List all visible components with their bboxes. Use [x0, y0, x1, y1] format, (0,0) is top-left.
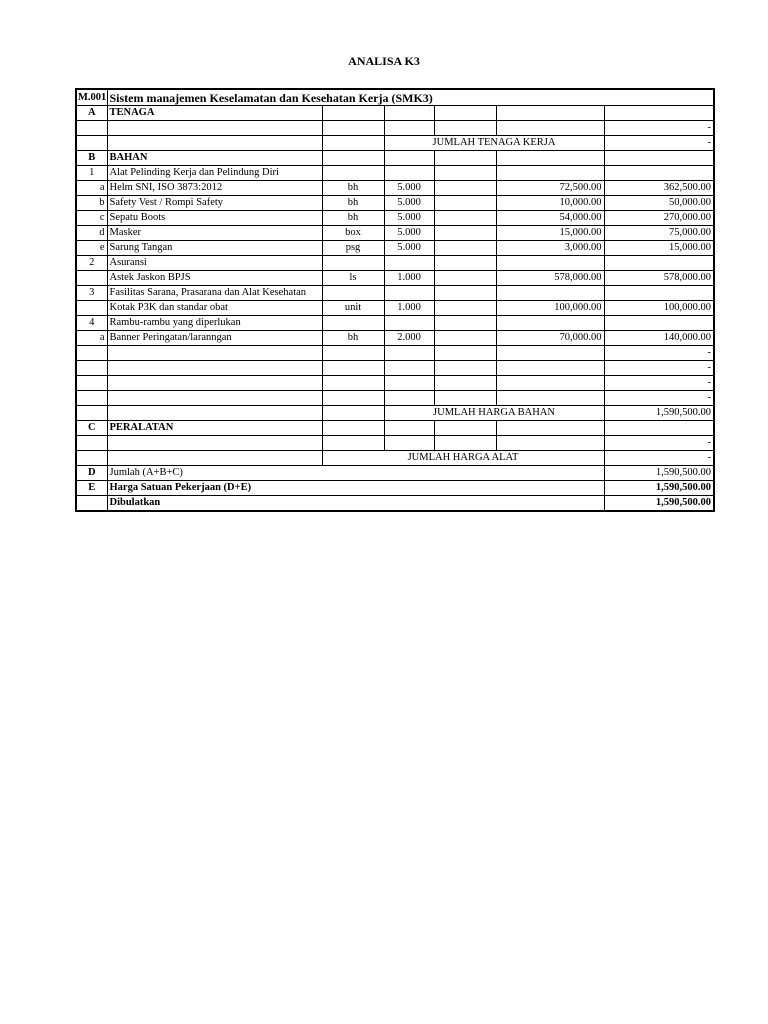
subtotal-value: -: [604, 136, 714, 151]
item-unit: psg: [322, 241, 384, 256]
row-total: -: [604, 361, 714, 376]
section-label: BAHAN: [107, 151, 322, 166]
subtotal-label: JUMLAH HARGA ALAT: [322, 451, 604, 466]
item-qty: 5.000: [384, 226, 434, 241]
subtotal-value: -: [604, 451, 714, 466]
item-unit: bh: [322, 331, 384, 346]
subtotal-label: JUMLAH TENAGA KERJA: [384, 136, 604, 151]
section-letter: B: [76, 151, 107, 166]
row-total: -: [604, 391, 714, 406]
section-b-row: [76, 151, 714, 166]
item-row: [76, 271, 714, 286]
section-label: TENAGA: [107, 106, 322, 121]
item-price: 3,000.00: [496, 241, 604, 256]
subtotal-row: [76, 451, 714, 466]
item-total: 578,000.00: [604, 271, 714, 286]
group-row: [76, 286, 714, 301]
item-unit: ls: [322, 271, 384, 286]
item-sub: b: [76, 196, 107, 211]
item-price: 70,000.00: [496, 331, 604, 346]
summary-label: Harga Satuan Pekerjaan (D+E): [107, 481, 604, 496]
item-price: 54,000.00: [496, 211, 604, 226]
rounded-value: 1,590,500.00: [604, 496, 714, 512]
item-unit: box: [322, 226, 384, 241]
section-letter: D: [76, 466, 107, 481]
summary-row-e: [76, 481, 714, 496]
analysis-table: [75, 88, 715, 512]
item-desc: Safety Vest / Rompi Safety: [107, 196, 322, 211]
item-total: 15,000.00: [604, 241, 714, 256]
row-total: -: [604, 436, 714, 451]
item-desc: Banner Peringatan/laranngan: [107, 331, 322, 346]
group-number: 4: [76, 316, 107, 331]
item-desc: Kotak P3K dan standar obat: [107, 301, 322, 316]
blank-row: [76, 346, 714, 361]
item-unit: unit: [322, 301, 384, 316]
item-qty: 1.000: [384, 271, 434, 286]
item-total: 270,000.00: [604, 211, 714, 226]
section-a-row: [76, 106, 714, 121]
item-total: 100,000.00: [604, 301, 714, 316]
summary-label: Jumlah (A+B+C): [107, 466, 604, 481]
section-letter: C: [76, 421, 107, 436]
item-unit: bh: [322, 181, 384, 196]
group-number: 3: [76, 286, 107, 301]
item-price: 15,000.00: [496, 226, 604, 241]
row-total: -: [604, 376, 714, 391]
item-qty: 5.000: [384, 181, 434, 196]
item-sub: a: [76, 331, 107, 346]
rounded-row: [76, 496, 714, 512]
table-row: [76, 436, 714, 451]
summary-row-d: [76, 466, 714, 481]
group-number: 1: [76, 166, 107, 181]
item-row: [76, 211, 714, 226]
item-qty: 2.000: [384, 331, 434, 346]
section-letter: E: [76, 481, 107, 496]
item-price: 578,000.00: [496, 271, 604, 286]
item-price: 100,000.00: [496, 301, 604, 316]
summary-value: 1,590,500.00: [604, 466, 714, 481]
rounded-label: Dibulatkan: [107, 496, 604, 512]
section-label: PERALATAN: [107, 421, 322, 436]
item-total: 50,000.00: [604, 196, 714, 211]
section-c-row: [76, 421, 714, 436]
item-row: [76, 226, 714, 241]
group-number: 2: [76, 256, 107, 271]
item-desc: Helm SNI, ISO 3873:2012: [107, 181, 322, 196]
group-row: [76, 166, 714, 181]
item-unit: bh: [322, 211, 384, 226]
item-desc: Sepatu Boots: [107, 211, 322, 226]
work-code: M.001: [76, 89, 107, 106]
work-name: Sistem manajemen Keselamatan dan Kesehatan Kerja (SMK3): [107, 89, 714, 106]
item-desc: Sarung Tangan: [107, 241, 322, 256]
subtotal-row: [76, 406, 714, 421]
item-price: 72,500.00: [496, 181, 604, 196]
item-row: [76, 181, 714, 196]
item-sub: e: [76, 241, 107, 256]
item-sub: c: [76, 211, 107, 226]
group-label: Alat Pelinding Kerja dan Pelindung Diri: [107, 166, 322, 181]
section-letter: A: [76, 106, 107, 121]
item-total: 140,000.00: [604, 331, 714, 346]
item-row: [76, 301, 714, 316]
group-label: Rambu-rambu yang diperlukan: [107, 316, 322, 331]
item-price: 10,000.00: [496, 196, 604, 211]
summary-value: 1,590,500.00: [604, 481, 714, 496]
subtotal-label: JUMLAH HARGA BAHAN: [384, 406, 604, 421]
item-desc: Masker: [107, 226, 322, 241]
item-sub: a: [76, 181, 107, 196]
item-qty: 1.000: [384, 301, 434, 316]
blank-row: [76, 361, 714, 376]
item-row: [76, 331, 714, 346]
item-total: 75,000.00: [604, 226, 714, 241]
item-desc: Astek Jaskon BPJS: [107, 271, 322, 286]
group-row: [76, 316, 714, 331]
group-label: Asuransi: [107, 256, 322, 271]
table-row: [76, 121, 714, 136]
row-total: -: [604, 346, 714, 361]
blank-row: [76, 391, 714, 406]
group-label: Fasilitas Sarana, Prasarana dan Alat Kesehatan: [107, 286, 322, 301]
item-total: 362,500.00: [604, 181, 714, 196]
subtotal-row: [76, 136, 714, 151]
blank-row: [76, 376, 714, 391]
document-title: ANALISA K3: [348, 54, 420, 68]
row-total: -: [604, 121, 714, 136]
header-row: [76, 89, 714, 106]
item-qty: 5.000: [384, 241, 434, 256]
item-row: [76, 241, 714, 256]
item-unit: bh: [322, 196, 384, 211]
item-qty: 5.000: [384, 211, 434, 226]
item-row: [76, 196, 714, 211]
item-qty: 5.000: [384, 196, 434, 211]
subtotal-value: 1,590,500.00: [604, 406, 714, 421]
item-sub: d: [76, 226, 107, 241]
group-row: [76, 256, 714, 271]
